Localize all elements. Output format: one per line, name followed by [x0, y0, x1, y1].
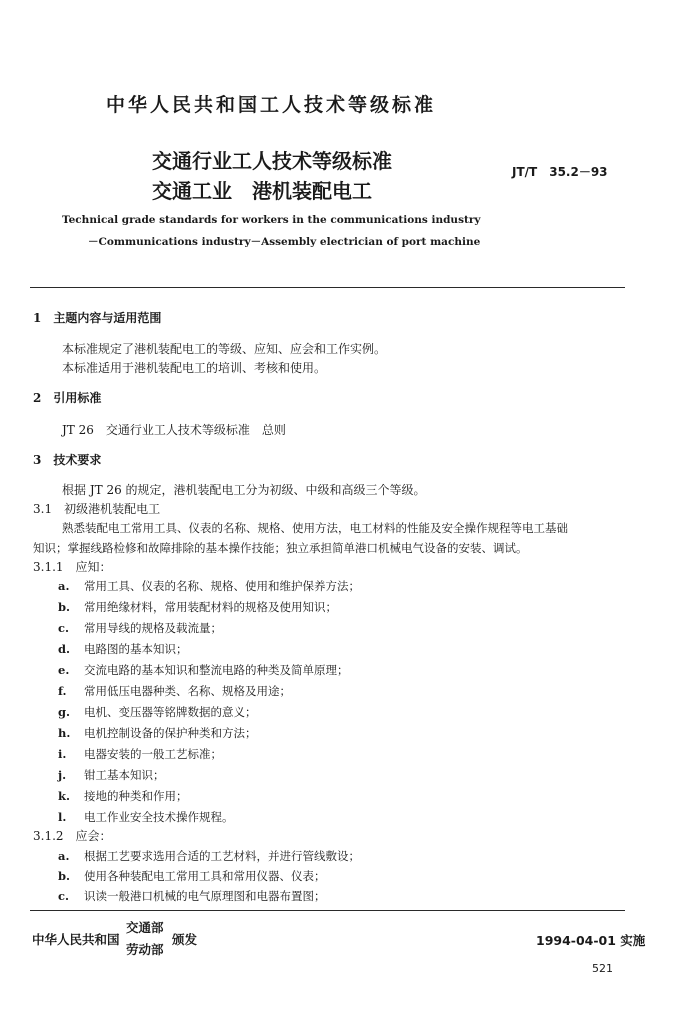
- standard-code: JT/T 35.2－93: [512, 165, 608, 179]
- list-item-marker: c.: [58, 621, 70, 635]
- section-3-paragraph-1: 根据 JT 26 的规定，港机装配电工分为初级、中级和高级三个等级。: [62, 483, 426, 497]
- issued-label: 颁发: [172, 932, 198, 947]
- list-item-text: 电路图的基本知识；: [84, 642, 188, 656]
- list-item: [58, 768, 165, 782]
- section-3-1-paragraph-1: 熟悉装配电工常用工具、仪表的名称、规格、使用方法，电工材料的性能及安全操作规程等电工基础: [62, 521, 568, 535]
- section-3-1-2-heading: 3.1.2 应会：: [33, 829, 112, 843]
- list-item-marker: l.: [58, 810, 67, 824]
- section-2-paragraph-1: JT 26 交通行业工人技术等级标准 总则: [62, 423, 286, 437]
- list-item: [58, 663, 349, 677]
- page-number: 521: [592, 962, 613, 975]
- list-item-marker: b.: [58, 869, 71, 883]
- list-item-text: 常用低压电器种类、名称、规格及用途；: [84, 684, 291, 698]
- list-item-marker: c.: [58, 889, 70, 903]
- list-item-marker: h.: [58, 726, 71, 740]
- issuer-ministry-transport: 交通部: [126, 920, 164, 935]
- list-item-text: 电工作业安全技术操作规程。: [84, 810, 234, 824]
- list-item: [58, 869, 326, 883]
- english-title-line1: Technical grade standards for workers in the communications industry: [62, 214, 481, 226]
- list-item-text: 常用导线的规格及载流量；: [84, 621, 222, 635]
- list-item: [58, 889, 326, 903]
- list-item-marker: b.: [58, 600, 71, 614]
- section-3-1-1-heading: 3.1.1 应知：: [33, 560, 112, 574]
- list-item-marker: i.: [58, 747, 67, 761]
- list-item: [58, 810, 234, 824]
- issuer-prefix: 中华人民共和国: [32, 932, 120, 947]
- list-item-text: 交流电路的基本知识和整流电路的种类及简单原理；: [84, 663, 349, 677]
- section-3-heading: 3 技术要求: [33, 453, 102, 467]
- section-2-heading: 2 引用标准: [33, 391, 102, 405]
- list-item: [58, 684, 291, 698]
- list-item: [58, 726, 257, 740]
- list-item-marker: a.: [58, 579, 70, 593]
- list-item-text: 钳工基本知识；: [84, 768, 165, 782]
- list-item: [58, 849, 360, 863]
- section-1-heading: 1 主题内容与适用范围: [33, 311, 162, 325]
- section-3-1-heading: 3.1 初级港机装配电工: [33, 502, 161, 516]
- list-item-marker: a.: [58, 849, 70, 863]
- list-item: [58, 789, 188, 803]
- header-divider: [30, 287, 625, 288]
- national-standard-title: 中华人民共和国工人技术等级标准: [106, 94, 437, 116]
- list-item: [58, 747, 222, 761]
- list-item-text: 常用工具、仪表的名称、规格、使用和维护保养方法；: [84, 579, 360, 593]
- list-item-text: 电机控制设备的保护种类和方法；: [84, 726, 257, 740]
- list-item-text: 接地的种类和作用；: [84, 789, 188, 803]
- list-item-marker: f.: [58, 684, 67, 698]
- list-item-marker: j.: [58, 768, 67, 782]
- section-3-1-paragraph-2: 知识；掌握线路检修和故障排除的基本操作技能；独立承担简单港口机械电气设备的安装、调试。: [33, 541, 528, 555]
- list-item: [58, 642, 188, 656]
- list-item: [58, 705, 257, 719]
- list-item-text: 电机、变压器等铭牌数据的意义；: [84, 705, 257, 719]
- english-title-line2: －Communications industry－Assembly electrician of port machine: [88, 236, 481, 248]
- document-title-line1: 交通行业工人技术等级标准: [152, 149, 392, 173]
- footer-divider: [30, 910, 625, 911]
- list-item: [58, 600, 337, 614]
- list-item-text: 电器安装的一般工艺标准；: [84, 747, 222, 761]
- issuer-ministry-labour: 劳动部: [126, 942, 164, 957]
- list-item-text: 识读一般港口机械的电气原理图和电器布置图；: [84, 889, 326, 903]
- list-item: [58, 579, 360, 593]
- list-item-marker: d.: [58, 642, 71, 656]
- section-1-paragraph-1: 本标准规定了港机装配电工的等级、应知、应会和工作实例。: [62, 342, 387, 356]
- list-item-marker: k.: [58, 789, 70, 803]
- section-1-paragraph-2: 本标准适用于港机装配电工的培训、考核和使用。: [62, 361, 327, 375]
- list-item: [58, 621, 222, 635]
- list-item-text: 根据工艺要求选用合适的工艺材料，并进行管线敷设；: [84, 849, 360, 863]
- document-title-line2: 交通工业 港机装配电工: [152, 179, 372, 203]
- list-item-text: 常用绝缘材料，常用装配材料的规格及使用知识；: [84, 600, 337, 614]
- effective-date: 1994-04-01 实施: [536, 933, 646, 948]
- list-item-marker: e.: [58, 663, 70, 677]
- list-item-text: 使用各种装配电工常用工具和常用仪器、仪表；: [84, 869, 326, 883]
- list-item-marker: g.: [58, 705, 71, 719]
